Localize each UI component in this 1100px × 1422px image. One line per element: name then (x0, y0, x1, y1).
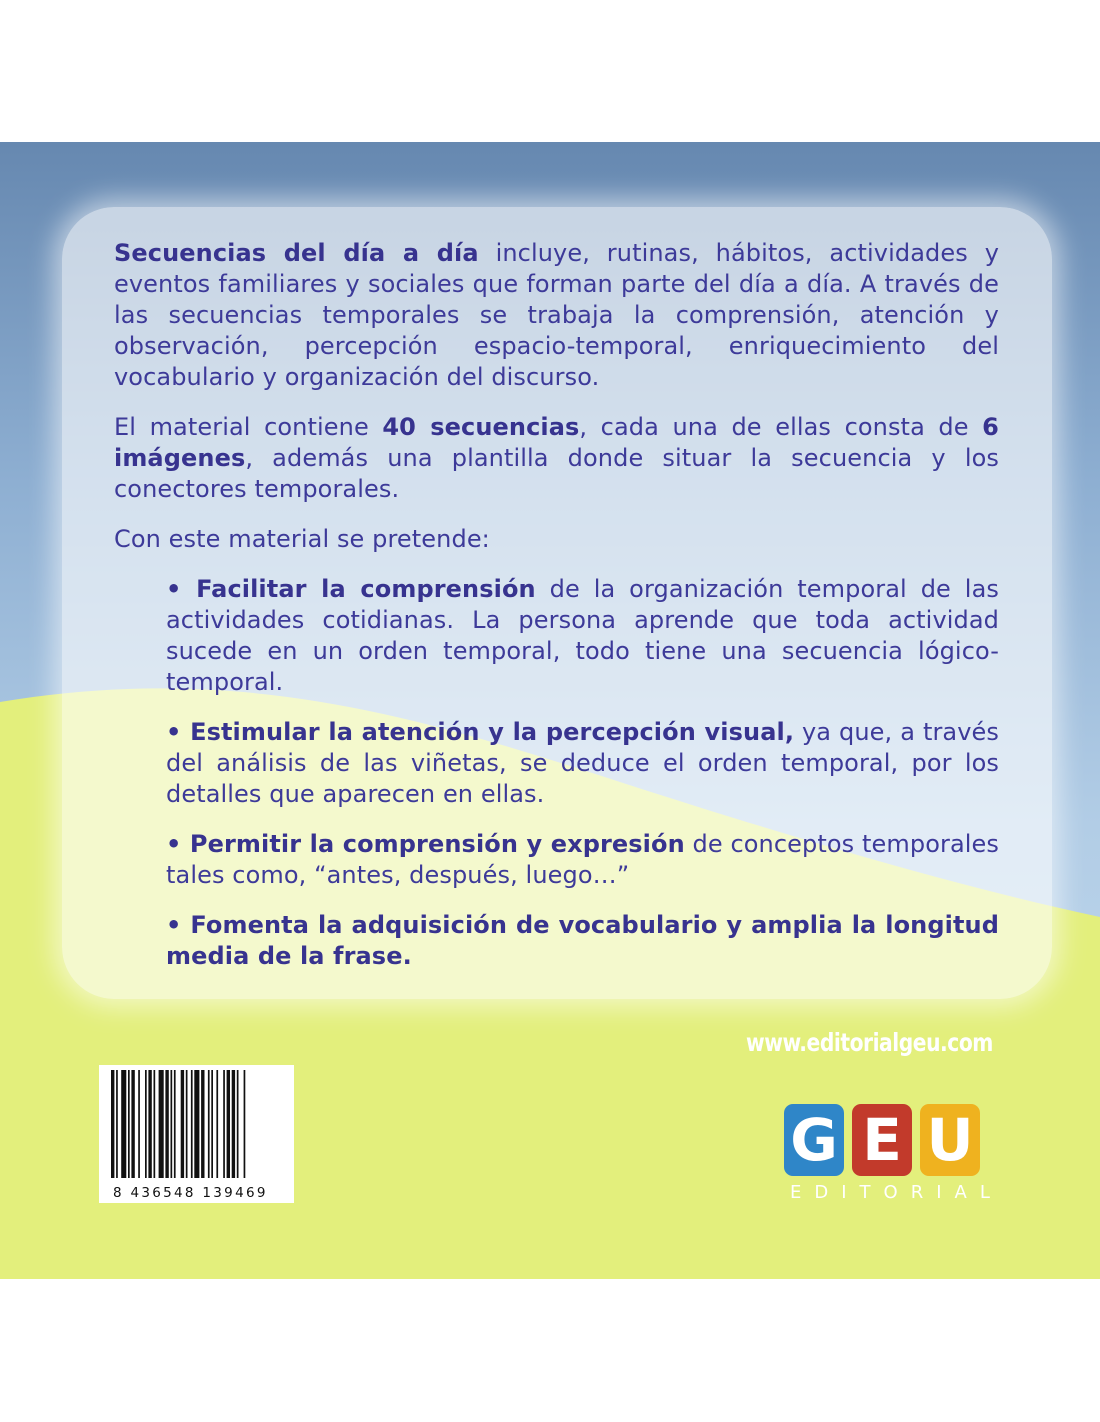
goal-title: • Facilitar la comprensión (166, 575, 536, 603)
description-text (114, 238, 999, 991)
image-count: 6 imágenes (114, 413, 999, 472)
material-text-3: , además una plantilla donde situar la secuencia y los conectores temporales. (114, 444, 999, 503)
goal-title: • Permitir la comprensión y expresión (166, 830, 685, 858)
goal-title: • Estimular la atención y la percepción visual, (166, 718, 795, 746)
barcode-bars (99, 1065, 294, 1203)
intro-paragraph (114, 238, 999, 393)
logo-letter-u: U (920, 1104, 980, 1176)
intro-body: incluye, rutinas, hábitos, actividades y eventos familiares y sociales que forman parte del día a día. A través de las secuencias temporales se trabaja la comprensión, atención y observación, percepción espacio-temporal, enriquecimiento del vocabulario y organización del discurso. (114, 239, 999, 391)
material-text-2: , cada una de ellas consta de (579, 413, 983, 441)
list-item (166, 910, 999, 972)
goal-text: de conceptos temporales tales como, “antes, después, luego…” (166, 830, 999, 889)
geu-logo (784, 1104, 1003, 1214)
logo-letter-e: E (852, 1104, 912, 1176)
website-url: www.editorialgeu.com (746, 1028, 993, 1057)
list-item (166, 574, 999, 698)
list-item (166, 829, 999, 891)
list-item (166, 717, 999, 810)
purpose-heading: Con este material se pretende: (114, 525, 490, 553)
barcode-number: 8 436548 139469 (113, 1185, 268, 1201)
sequence-count: 40 secuencias (382, 413, 580, 441)
goal-title: • Fomenta la adquisición de vocabulario y amplia la longitud media de la frase. (166, 911, 999, 970)
barcode (99, 1065, 294, 1203)
intro-title: Secuencias del día a día (114, 239, 479, 267)
goal-text: de la organización temporal de las actividades cotidianas. La persona aprende que toda actividad sucede en un orden temporal, todo tiene una secuencia lógico-temporal. (166, 575, 999, 696)
logo-subtitle: EDITORIAL (790, 1182, 1003, 1203)
goal-text: ya que, a través del análisis de las viñetas, se deduce el orden temporal, por los detalles que aparecen en ellas. (166, 718, 1000, 808)
goals-list (166, 574, 999, 972)
material-paragraph (114, 412, 999, 505)
material-text-1: El material contiene (114, 413, 383, 441)
back-cover (0, 142, 1100, 1279)
logo-letter-g: G (784, 1104, 844, 1176)
